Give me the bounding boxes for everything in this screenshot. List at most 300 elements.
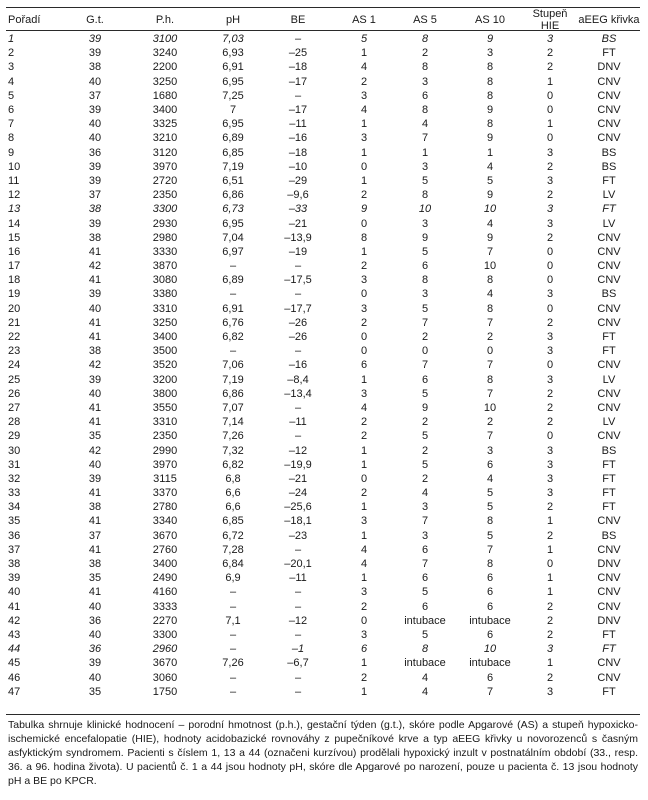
- table-cell: 41: [88, 487, 102, 500]
- table-cell: 1: [360, 657, 368, 670]
- table-cell: 8: [421, 104, 429, 117]
- table-cell: 6: [421, 89, 429, 102]
- table-cell: 41: [88, 586, 102, 599]
- table-cell: 6,76: [222, 316, 244, 329]
- table-cell: –33: [288, 203, 308, 216]
- table-cell: 3400: [152, 558, 178, 571]
- table-cell: 3: [546, 331, 554, 344]
- table-cell: 36: [88, 614, 102, 627]
- table-cell: 0: [421, 345, 429, 358]
- table-cell: 1: [360, 529, 368, 542]
- table-cell: 2: [546, 671, 554, 684]
- table-cell: 35: [88, 685, 102, 698]
- table-cell: 2490: [152, 572, 178, 585]
- table-row: [6, 231, 640, 245]
- table-cell: 12: [8, 189, 21, 202]
- table-cell: 6: [421, 600, 429, 613]
- table-cell: –: [229, 685, 237, 698]
- table-cell: 2: [546, 401, 554, 414]
- table-cell: 42: [88, 444, 102, 457]
- table-cell: 4: [8, 75, 15, 88]
- table-cell: –18: [288, 146, 308, 159]
- column-header: aEEG křivka: [578, 14, 640, 26]
- table-cell: 2: [421, 331, 429, 344]
- table-cell: 3: [486, 444, 494, 457]
- table-cell: –: [294, 33, 302, 46]
- table-cell: 7: [421, 515, 429, 528]
- table-cell: 2: [421, 47, 429, 60]
- table-row: [6, 585, 640, 599]
- table-cell: –24: [288, 487, 308, 500]
- table-cell: LV: [602, 416, 616, 429]
- table-cell: 5: [486, 487, 494, 500]
- table-cell: CNV: [597, 387, 621, 400]
- table-cell: FT: [602, 203, 616, 216]
- table-cell: 6,9: [225, 572, 241, 585]
- table-cell: –21: [288, 217, 308, 230]
- table-cell: 3: [546, 373, 554, 386]
- table-cell: 9: [486, 104, 494, 117]
- table-cell: 3060: [152, 671, 178, 684]
- table-cell: 5: [486, 501, 494, 514]
- table-cell: –9,6: [287, 189, 309, 202]
- table-cell: CNV: [597, 302, 621, 315]
- table-cell: 6: [486, 572, 494, 585]
- table-cell: 38: [88, 231, 102, 244]
- table-cell: 2: [546, 316, 554, 329]
- table-cell: 3: [486, 47, 494, 60]
- table-cell: 2990: [152, 444, 178, 457]
- table-cell: 4: [360, 543, 368, 556]
- table-cell: 2: [546, 416, 554, 429]
- table-cell: 6: [421, 572, 429, 585]
- table-cell: 8: [421, 61, 429, 74]
- table-row: [6, 429, 640, 443]
- table-cell: CNV: [597, 104, 621, 117]
- table-cell: 7,26: [222, 430, 244, 443]
- header-rule: [6, 30, 640, 31]
- table-cell: 41: [88, 331, 102, 344]
- table-cell: 2270: [152, 614, 178, 627]
- table-cell: 2: [546, 387, 554, 400]
- table-cell: 15: [8, 231, 21, 244]
- table-cell: 40: [88, 132, 102, 145]
- table-cell: 3: [421, 217, 429, 230]
- table-cell: 2720: [152, 174, 178, 187]
- table-cell: FT: [602, 628, 616, 641]
- table-cell: 3400: [152, 331, 178, 344]
- table-cell: 6,85: [222, 515, 244, 528]
- table-row: [6, 273, 640, 287]
- table-cell: –: [294, 401, 302, 414]
- table-cell: 3: [546, 472, 554, 485]
- table-cell: 1: [546, 118, 554, 131]
- table-cell: 7,28: [222, 543, 244, 556]
- table-cell: 1: [421, 146, 429, 159]
- table-cell: 3: [360, 586, 368, 599]
- table-cell: –10: [288, 160, 308, 173]
- table-cell: 38: [88, 558, 102, 571]
- table-cell: –: [229, 600, 237, 613]
- table-row: [6, 401, 640, 415]
- table-cell: 5: [360, 33, 368, 46]
- table-cell: 1: [360, 47, 368, 60]
- table-cell: 42: [88, 260, 102, 273]
- table-cell: 6: [486, 671, 494, 684]
- table-cell: 8: [486, 302, 494, 315]
- table-cell: CNV: [597, 260, 621, 273]
- table-cell: 3: [360, 274, 368, 287]
- table-cell: 41: [88, 316, 102, 329]
- table-cell: –: [229, 586, 237, 599]
- table-cell: 33: [8, 487, 21, 500]
- table-cell: 3100: [152, 33, 178, 46]
- table-cell: 1: [546, 515, 554, 528]
- table-cell: 42: [8, 614, 21, 627]
- table-cell: 5: [421, 245, 429, 258]
- table-cell: 42: [88, 359, 102, 372]
- table-cell: 4: [421, 118, 429, 131]
- table-cell: –20,1: [284, 558, 312, 571]
- table-cell: 41: [88, 274, 102, 287]
- table-cell: 6: [360, 643, 368, 656]
- table-cell: 6: [421, 260, 429, 273]
- table-cell: –11: [289, 416, 307, 429]
- table-cell: 0: [360, 345, 368, 358]
- table-row: [6, 500, 640, 514]
- table-cell: 3: [546, 203, 554, 216]
- table-cell: 40: [8, 586, 21, 599]
- table-cell: 7,32: [222, 444, 244, 457]
- table-cell: –: [229, 643, 237, 656]
- table-cell: –11: [289, 118, 307, 131]
- table-cell: 6: [8, 104, 15, 117]
- table-cell: 6,89: [222, 132, 244, 145]
- table-row: [6, 160, 640, 174]
- table-cell: 0: [486, 345, 494, 358]
- table-cell: 40: [88, 628, 102, 641]
- table-cell: –: [294, 345, 302, 358]
- table-cell: 3800: [152, 387, 178, 400]
- table-row: [6, 514, 640, 528]
- table-cell: 41: [88, 515, 102, 528]
- table-cell: 27: [8, 401, 21, 414]
- table-cell: –: [294, 671, 302, 684]
- table-cell: 39: [88, 657, 102, 670]
- table-cell: –: [294, 628, 302, 641]
- table-row: [6, 670, 640, 684]
- table-cell: 3340: [152, 515, 178, 528]
- header-row: [6, 8, 640, 32]
- table-cell: 0: [546, 89, 554, 102]
- table-row: [6, 656, 640, 670]
- table-cell: 0: [546, 302, 554, 315]
- table-cell: 4: [360, 558, 368, 571]
- table-cell: –: [229, 260, 237, 273]
- table-cell: 3240: [152, 47, 178, 60]
- table-cell: 4: [486, 472, 494, 485]
- table-cell: 40: [88, 458, 102, 471]
- table-cell: 1: [360, 501, 368, 514]
- table-cell: 9: [360, 203, 368, 216]
- table-cell: 3: [546, 345, 554, 358]
- table-cell: BS: [601, 444, 617, 457]
- table-cell: 41: [8, 600, 21, 613]
- table-cell: 6,82: [222, 331, 244, 344]
- table-cell: –: [294, 288, 302, 301]
- table-cell: 10: [418, 203, 432, 216]
- table-cell: 2: [421, 472, 429, 485]
- table-cell: 40: [88, 302, 102, 315]
- table-cell: 39: [88, 217, 102, 230]
- table-cell: 3970: [152, 458, 178, 471]
- table-cell: –: [294, 685, 302, 698]
- table-cell: 3300: [152, 628, 178, 641]
- table-cell: 6: [486, 586, 494, 599]
- table-cell: 1: [360, 458, 368, 471]
- table-cell: 7: [421, 359, 429, 372]
- table-cell: 2: [360, 316, 368, 329]
- table-cell: 2200: [152, 61, 178, 74]
- column-header: BE: [290, 14, 306, 26]
- table-cell: –16: [288, 359, 308, 372]
- table-row: [6, 46, 640, 60]
- table-row: [6, 443, 640, 457]
- table-cell: FT: [602, 345, 616, 358]
- table-cell: –25: [288, 47, 308, 60]
- table-cell: 36: [88, 146, 102, 159]
- table-cell: 6: [486, 628, 494, 641]
- table-cell: 2960: [152, 643, 178, 656]
- table-row: [6, 287, 640, 301]
- table-footnote: Tabulka shrnuje klinické hodnocení – porodní hmotnost (p.h.), gestační týden (g.t.), skóre podle Apgarové (AS) a stupeň hypoxicko-ischemické encefalopatie (HIE), hodnoty acidobazické rovnováhy z pupečníkové krve a typ aEEG křivky u novorozenců s časným asfyktickým syndromem. Pacienti s číslem 1, 13 a 44 (označeni kurzívou) prodělali hypoxický inzult v postnatálním období (33., resp. 36. a 96. hodina života). U pacientů č. 1 a 44 jsou hodnoty pH, skóre dle Apgarové po narození, pouze u pacienta č. 13 jsou hodnoty pH a BE po KPCR.: [8, 719, 638, 787]
- table-cell: 6,82: [222, 458, 244, 471]
- table-cell: 40: [88, 118, 102, 131]
- table-cell: 9: [421, 401, 429, 414]
- table-cell: 41: [88, 245, 102, 258]
- table-cell: 3115: [153, 472, 177, 485]
- table-cell: 4160: [152, 586, 178, 599]
- table-cell: 0: [546, 430, 554, 443]
- table-row: [6, 259, 640, 273]
- table-cell: 5: [486, 174, 494, 187]
- table-cell: –12: [288, 444, 308, 457]
- table-cell: 6,95: [222, 75, 244, 88]
- table-cell: 3: [546, 685, 554, 698]
- table-cell: 7: [421, 132, 429, 145]
- table-cell: –6,7: [287, 657, 309, 670]
- table-cell: 4: [421, 487, 429, 500]
- table-cell: 2350: [152, 189, 178, 202]
- table-cell: 6,6: [225, 487, 241, 500]
- table-cell: FT: [602, 331, 616, 344]
- table-cell: 2: [546, 61, 554, 74]
- table-cell: 3210: [152, 132, 178, 145]
- table-cell: 11: [8, 174, 20, 187]
- table-cell: 2780: [152, 501, 178, 514]
- table-cell: 3: [546, 643, 554, 656]
- table-cell: –19: [288, 245, 308, 258]
- column-header: P.h.: [155, 14, 175, 26]
- table-row: [6, 628, 640, 642]
- table-cell: CNV: [597, 359, 621, 372]
- table-cell: 28: [8, 416, 21, 429]
- table-cell: CNV: [597, 89, 621, 102]
- table-cell: 14: [8, 217, 21, 230]
- table-cell: 6,86: [222, 189, 244, 202]
- table-cell: 34: [8, 501, 21, 514]
- table-cell: 2: [360, 600, 368, 613]
- bottom-rule: [6, 714, 640, 715]
- table-cell: CNV: [597, 132, 621, 145]
- table-cell: 2: [360, 430, 368, 443]
- table-cell: 40: [88, 600, 102, 613]
- table-cell: 3870: [152, 260, 178, 273]
- table-cell: 3500: [152, 345, 178, 358]
- table-cell: 1: [360, 146, 368, 159]
- table-cell: 7: [421, 316, 429, 329]
- table-cell: 7,19: [222, 373, 244, 386]
- table-cell: 4: [421, 671, 429, 684]
- table-cell: 6,85: [222, 146, 244, 159]
- table-cell: 29: [8, 430, 21, 443]
- table-cell: 43: [8, 628, 21, 641]
- table-cell: 5: [421, 387, 429, 400]
- column-header: Stupeň HIE: [532, 8, 568, 32]
- table-cell: –: [294, 260, 302, 273]
- table-cell: 3200: [152, 373, 178, 386]
- table-cell: 7: [421, 558, 429, 571]
- table-cell: FT: [602, 643, 616, 656]
- table-cell: 31: [8, 458, 21, 471]
- table-cell: 8: [486, 515, 494, 528]
- table-cell: 8: [486, 558, 494, 571]
- table-cell: intubace: [469, 614, 511, 627]
- table-cell: 3310: [152, 302, 178, 315]
- table-cell: 3520: [152, 359, 178, 372]
- table-cell: 0: [546, 274, 554, 287]
- table-cell: 2: [360, 75, 368, 88]
- table-cell: 3: [546, 174, 554, 187]
- table-cell: 3: [546, 146, 554, 159]
- table-cell: 3: [546, 444, 554, 457]
- table-cell: –26: [288, 316, 308, 329]
- table-cell: 3: [360, 302, 368, 315]
- table-cell: 6,97: [222, 245, 244, 258]
- table-cell: CNV: [597, 231, 621, 244]
- table-cell: 36: [8, 529, 21, 542]
- table-cell: 8: [360, 231, 368, 244]
- table-cell: 9: [421, 231, 429, 244]
- table-row: [6, 174, 640, 188]
- table-cell: 2: [546, 628, 554, 641]
- table-cell: 3: [360, 89, 368, 102]
- table-cell: 0: [360, 288, 368, 301]
- table-cell: 1: [546, 572, 554, 585]
- table-row: [6, 32, 640, 46]
- table-cell: 38: [88, 345, 102, 358]
- table-cell: 5: [421, 628, 429, 641]
- table-cell: 30: [8, 444, 21, 457]
- table-cell: 0: [546, 558, 554, 571]
- table-cell: 1: [360, 572, 368, 585]
- table-cell: 2: [546, 47, 554, 60]
- table-cell: 1: [8, 33, 15, 46]
- table-cell: 3: [360, 387, 368, 400]
- table-row: [6, 316, 640, 330]
- table-cell: 9: [486, 189, 494, 202]
- table-cell: 3550: [152, 401, 178, 414]
- table-cell: 44: [8, 643, 21, 656]
- table-cell: –18,1: [284, 515, 312, 528]
- table-cell: 1: [360, 685, 368, 698]
- column-header: Pořadí: [8, 14, 41, 26]
- table-cell: –: [294, 430, 302, 443]
- table-cell: 2: [421, 416, 429, 429]
- table-cell: 1: [360, 174, 368, 187]
- table-cell: 0: [546, 245, 554, 258]
- table-row: [6, 330, 640, 344]
- table-cell: 6,93: [222, 47, 244, 60]
- table-cell: –18: [288, 61, 308, 74]
- table-row: [6, 543, 640, 557]
- table-cell: 6: [486, 458, 494, 471]
- table-cell: 7,06: [222, 359, 244, 372]
- table-cell: 2980: [152, 231, 178, 244]
- table-cell: 0: [360, 331, 368, 344]
- table-cell: 10: [483, 260, 497, 273]
- table-row: [6, 188, 640, 202]
- table-cell: 8: [421, 274, 429, 287]
- table-cell: 10: [483, 643, 497, 656]
- table-cell: –17,5: [284, 274, 312, 287]
- table-cell: 0: [360, 217, 368, 230]
- table-cell: 41: [88, 543, 102, 556]
- table-cell: 8: [421, 189, 429, 202]
- table-cell: 2930: [152, 217, 178, 230]
- table-cell: 6,95: [222, 118, 244, 131]
- table-cell: –16: [288, 132, 308, 145]
- table-cell: 2: [546, 600, 554, 613]
- table-cell: FT: [602, 458, 616, 471]
- table-row: [6, 529, 640, 543]
- table-cell: 3: [546, 33, 554, 46]
- table-cell: 40: [88, 75, 102, 88]
- table-row: [6, 131, 640, 145]
- table-row: [6, 60, 640, 74]
- table-cell: 7: [486, 316, 494, 329]
- table-row: [6, 557, 640, 571]
- table-cell: CNV: [597, 75, 621, 88]
- table-cell: 3325: [152, 118, 178, 131]
- table-cell: 9: [8, 146, 15, 159]
- table-row: [6, 571, 640, 585]
- table-cell: 16: [8, 245, 21, 258]
- table-cell: FT: [602, 47, 616, 60]
- table-row: [6, 600, 640, 614]
- table-cell: 40: [88, 387, 102, 400]
- table-cell: 7: [486, 685, 494, 698]
- table-cell: 10: [8, 160, 21, 173]
- table-cell: FT: [602, 501, 616, 514]
- table-row: [6, 302, 640, 316]
- table-cell: 1: [486, 146, 494, 159]
- table-row: [6, 75, 640, 89]
- table-cell: CNV: [597, 430, 621, 443]
- table-cell: 39: [88, 104, 102, 117]
- table-row: [6, 202, 640, 216]
- table-cell: 7: [486, 430, 494, 443]
